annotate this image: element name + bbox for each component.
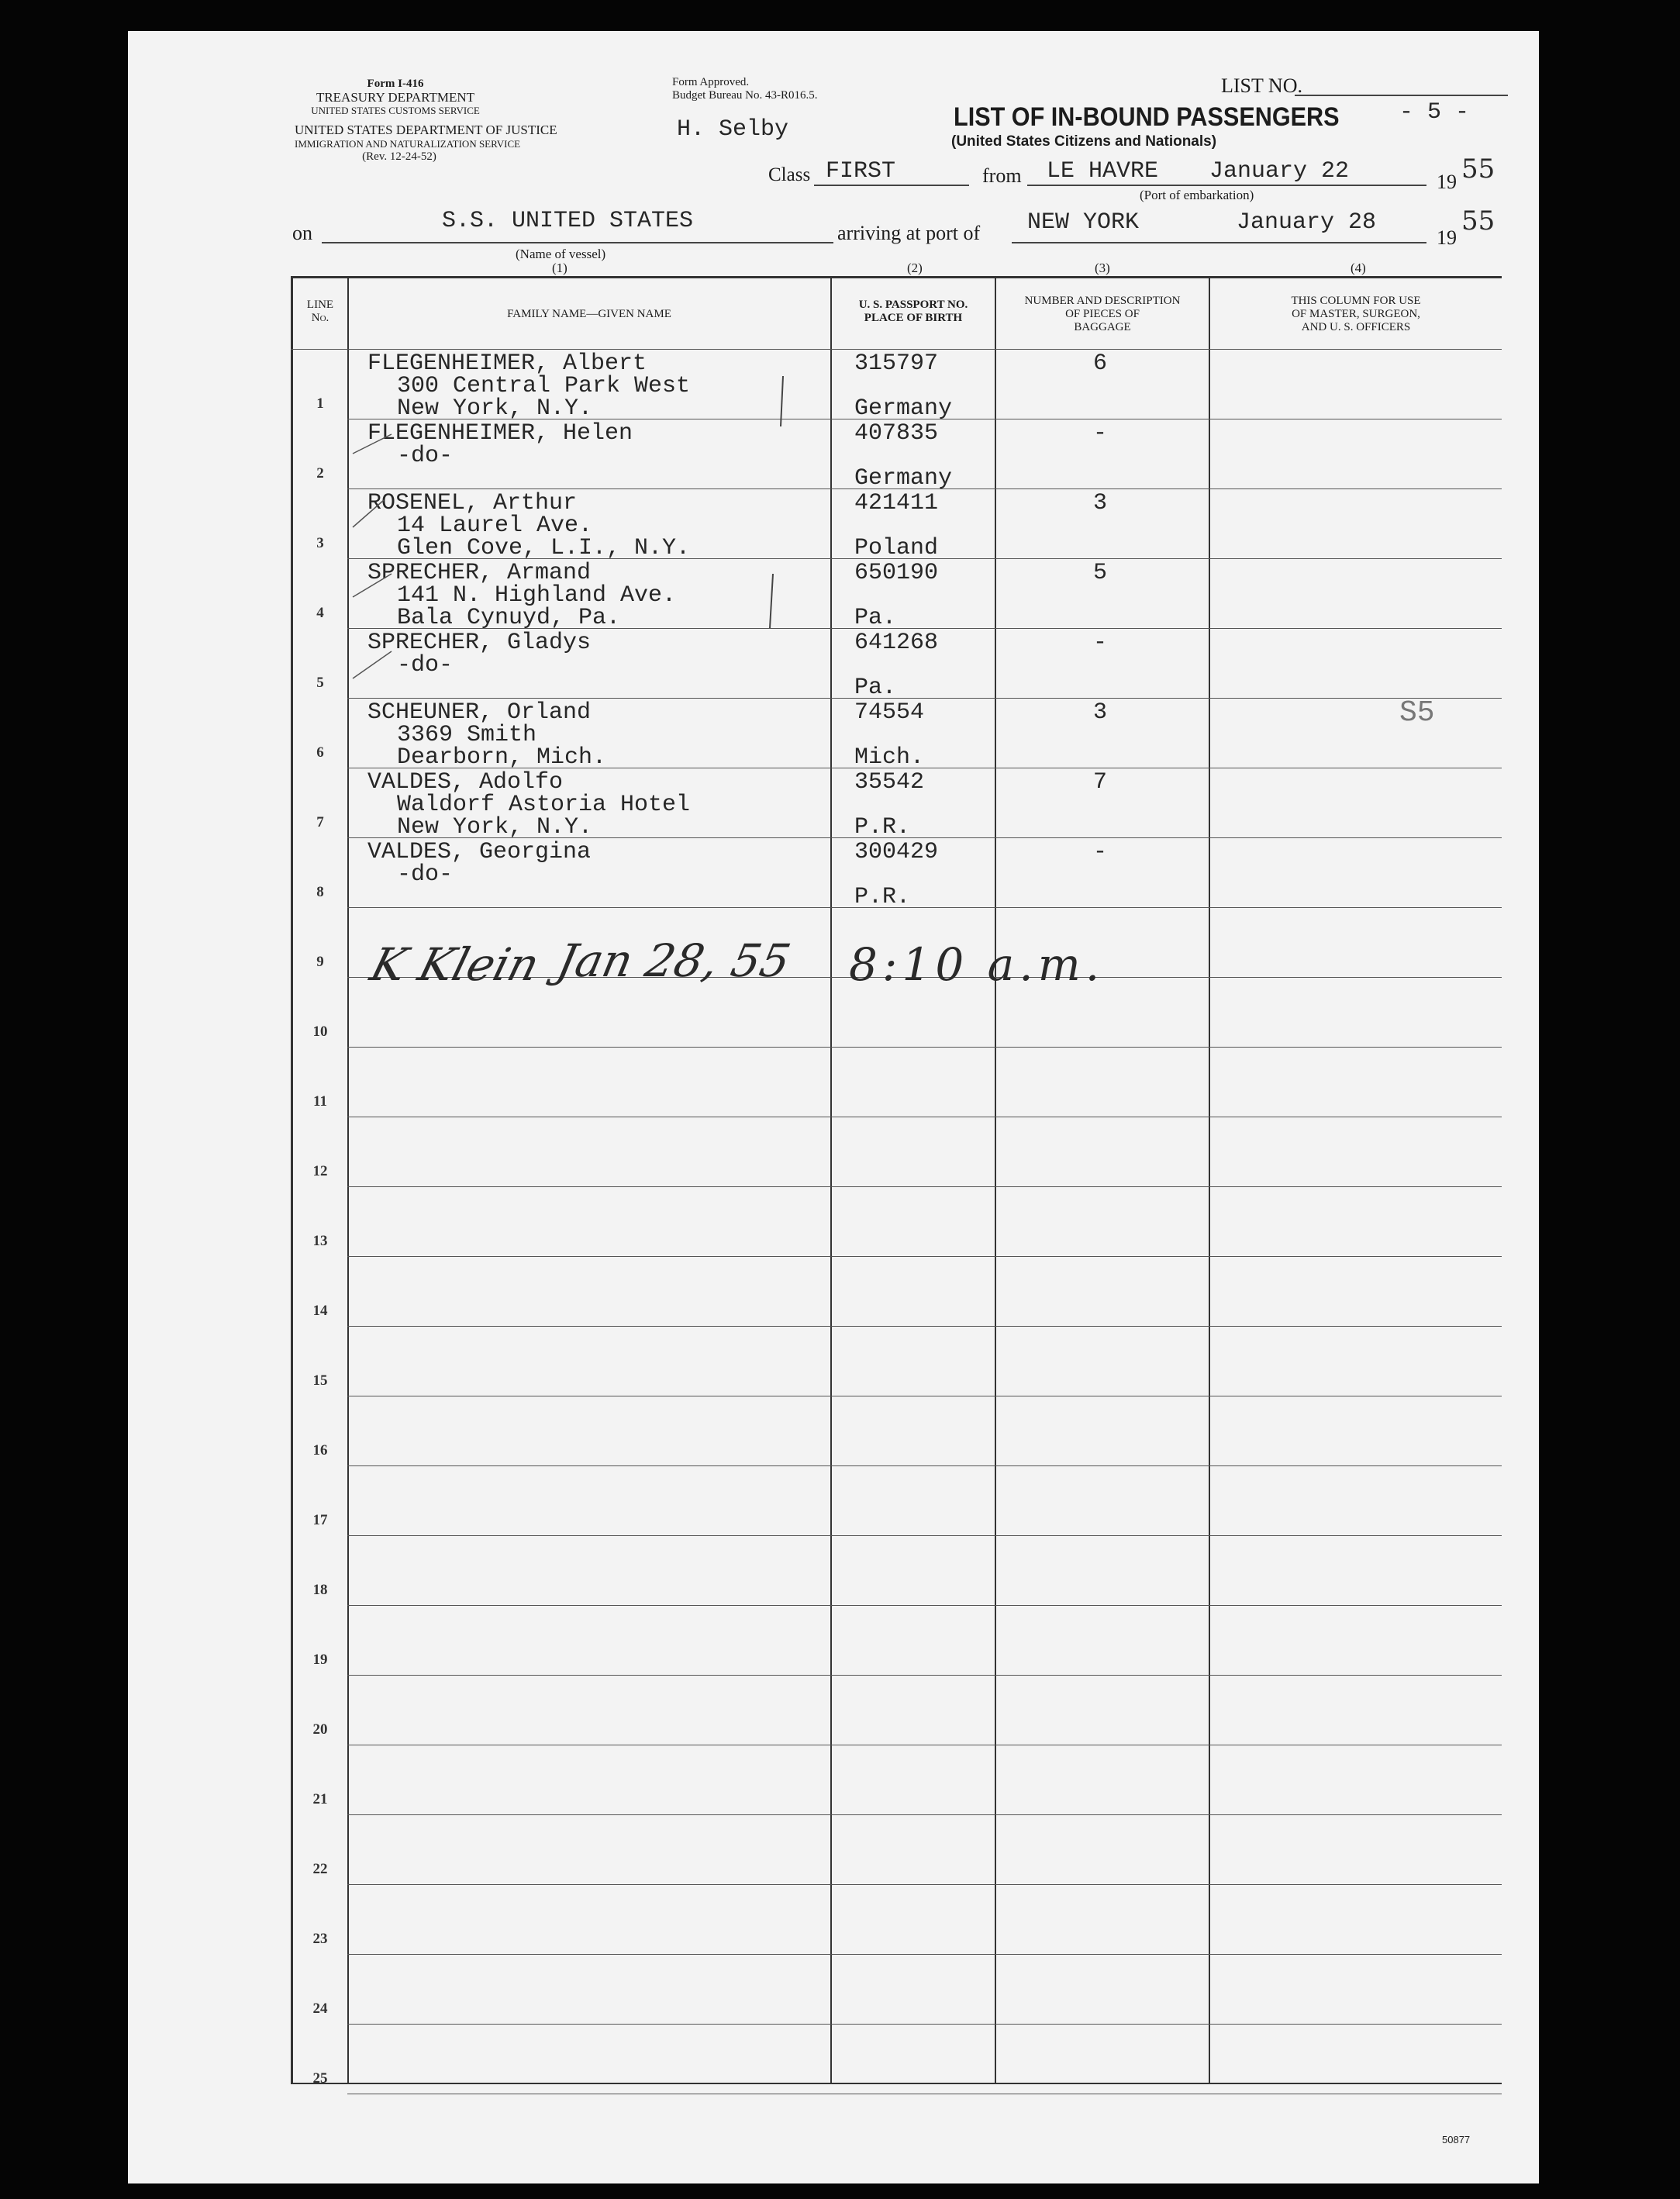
passenger-name: FLEGENHEIMER, Helen xyxy=(367,420,633,447)
passenger-address-1: Waldorf Astoria Hotel xyxy=(397,792,691,818)
line-number: 25 xyxy=(312,2070,328,2087)
arrival-port: NEW YORK xyxy=(1027,209,1140,236)
table-bottom-rule xyxy=(291,2083,1502,2084)
passenger-name: FLEGENHEIMER, Albert xyxy=(367,350,647,377)
ins-label: IMMIGRATION AND NATURALIZATION SERVICE xyxy=(295,138,521,150)
check-mark xyxy=(353,574,392,597)
passenger-name: VALDES, Adolfo xyxy=(367,769,564,796)
class-value: FIRST xyxy=(826,158,896,185)
baggage-count: 3 xyxy=(1093,699,1108,726)
line-number: 10 xyxy=(312,1024,328,1040)
col-header-passport-a: U. S. PASSPORT NO. xyxy=(858,299,968,311)
arrival-year: 55 xyxy=(1461,205,1495,236)
line-number: 5 xyxy=(316,675,324,691)
customs-label: UNITED STATES CUSTOMS SERVICE xyxy=(311,105,480,116)
row-rule xyxy=(347,1954,1502,1955)
row-rule xyxy=(347,1326,1502,1327)
passport-number: 641268 xyxy=(854,630,939,656)
col-number-3: (3) xyxy=(1095,261,1110,275)
approved-label: Form Approved. xyxy=(672,76,750,88)
check-mark-svg xyxy=(128,31,1539,729)
from-label: from xyxy=(982,164,1022,187)
passenger-address-1: -do- xyxy=(397,861,454,888)
col-header-passport-b: PLACE OF BIRTH xyxy=(864,312,963,324)
class-label: Class xyxy=(768,164,811,185)
passport-number: 74554 xyxy=(854,699,925,726)
col-header-line-a: LINE xyxy=(306,299,334,311)
passenger-address-2: Bala Cynuyd, Pa. xyxy=(397,605,621,631)
col-header-line-b: No. xyxy=(311,312,329,324)
typed-officer-name: H. Selby xyxy=(677,116,789,143)
treasury-label: TREASURY DEPARTMENT xyxy=(316,90,475,105)
passenger-address-2: Glen Cove, L.I., N.Y. xyxy=(397,535,691,561)
baggage-count: - xyxy=(1093,839,1108,865)
row-rule xyxy=(347,1186,1502,1187)
col-number-4: (4) xyxy=(1351,261,1366,275)
form-subtitle: (United States Citizens and Nationals) xyxy=(951,133,1217,150)
line-number: 8 xyxy=(316,884,324,900)
row-rule xyxy=(347,1535,1502,1536)
line-number: 6 xyxy=(316,744,324,761)
passenger-address-1: 141 N. Highland Ave. xyxy=(397,582,677,609)
row-rule xyxy=(347,2024,1502,2025)
row-rule xyxy=(347,1814,1502,1815)
passenger-address-2: Dearborn, Mich. xyxy=(397,744,607,771)
place-of-birth: P.R. xyxy=(854,884,911,910)
row-rule xyxy=(347,1256,1502,1257)
check-mark xyxy=(353,434,392,454)
budget-label: Budget Bureau No. 43-R016.5. xyxy=(672,89,818,102)
row-rule xyxy=(347,1884,1502,1885)
check-mark xyxy=(781,376,783,426)
year-prefix-2: 19 xyxy=(1437,226,1457,249)
passenger-address-2: New York, N.Y. xyxy=(397,814,593,841)
col-header-baggage-b: OF PIECES OF xyxy=(1065,308,1140,320)
check-mark xyxy=(353,651,392,678)
place-of-birth: Germany xyxy=(854,465,953,492)
line-number: 1 xyxy=(316,395,324,412)
line-number: 9 xyxy=(316,954,324,970)
line-number: 17 xyxy=(312,1512,328,1528)
row-rule xyxy=(347,1047,1502,1048)
col-header-baggage-c: BAGGAGE xyxy=(1074,321,1131,333)
place-of-birth: Germany xyxy=(854,395,953,422)
place-of-birth: Pa. xyxy=(854,675,897,701)
line-number: 20 xyxy=(312,1721,328,1738)
line-number: 24 xyxy=(312,2001,328,2017)
line-number: 22 xyxy=(312,1861,328,1877)
line-number: 7 xyxy=(316,814,324,830)
line-number: 19 xyxy=(312,1652,328,1668)
baggage-count: 7 xyxy=(1093,769,1108,796)
handwritten-date: Jan 28, 55 xyxy=(552,934,795,987)
line-number: 16 xyxy=(312,1442,328,1459)
line-number: 12 xyxy=(312,1163,328,1179)
line-number: 15 xyxy=(312,1372,328,1389)
list-no-label: LIST NO. xyxy=(1221,74,1302,97)
row-rule xyxy=(347,1465,1502,1466)
place-of-birth: Mich. xyxy=(854,744,925,771)
col-number-1: (1) xyxy=(552,261,567,275)
passport-number: 407835 xyxy=(854,420,939,447)
baggage-count: - xyxy=(1093,630,1108,656)
passenger-address-1: 14 Laurel Ave. xyxy=(397,513,593,539)
rev-label: (Rev. 12-24-52) xyxy=(362,150,436,163)
passport-number: 315797 xyxy=(854,350,939,377)
check-mark xyxy=(353,500,384,527)
passenger-name: SPRECHER, Armand xyxy=(367,560,592,586)
line-number: 23 xyxy=(312,1931,328,1947)
col-header-use-b: OF MASTER, SURGEON, xyxy=(1292,308,1420,320)
passenger-address-1: 300 Central Park West xyxy=(397,373,691,399)
list-no-value: - 5 - xyxy=(1399,99,1470,126)
baggage-count: 3 xyxy=(1093,490,1108,516)
baggage-count: 5 xyxy=(1093,560,1108,586)
embark-year: 55 xyxy=(1461,154,1495,185)
check-mark xyxy=(770,574,773,628)
passenger-name: SPRECHER, Gladys xyxy=(367,630,592,656)
passenger-name: SCHEUNER, Orland xyxy=(367,699,592,726)
passenger-address-1: -do- xyxy=(397,652,454,678)
form-title: LIST OF IN-BOUND PASSENGERS xyxy=(954,102,1340,132)
row-rule xyxy=(347,1675,1502,1676)
passenger-name: VALDES, Georgina xyxy=(367,839,592,865)
handwritten-signature: K Klein xyxy=(364,938,545,991)
line-number: 21 xyxy=(312,1791,328,1807)
place-of-birth: Pa. xyxy=(854,605,897,631)
col-header-name: FAMILY NAME—GIVEN NAME xyxy=(507,308,671,320)
passport-number: 35542 xyxy=(854,769,925,796)
form-code: 50877 xyxy=(1442,2134,1471,2145)
col-header-baggage-a: NUMBER AND DESCRIPTION xyxy=(1024,295,1181,307)
line-number: 2 xyxy=(316,465,324,482)
passenger-name: ROSENEL, Arthur xyxy=(367,490,578,516)
baggage-count: - xyxy=(1093,420,1108,447)
port-of-embarkation: LE HAVRE xyxy=(1047,158,1159,185)
col-header-use-a: THIS COLUMN FOR USE xyxy=(1291,295,1421,307)
arrival-date: January 28 xyxy=(1237,209,1377,236)
handwritten-time: 8:10 a.m. xyxy=(849,938,1105,991)
line-number: 11 xyxy=(313,1093,327,1110)
on-label: on xyxy=(292,222,312,244)
col-number-2: (2) xyxy=(907,261,923,275)
passenger-address-1: -do- xyxy=(397,443,454,469)
embarkation-date: January 22 xyxy=(1209,158,1350,185)
officer-mark: S5 xyxy=(1399,696,1435,730)
passport-number: 300429 xyxy=(854,839,939,865)
port-caption: (Port of embarkation) xyxy=(1140,188,1254,202)
form-page xyxy=(128,31,1539,2183)
row-rule xyxy=(347,1605,1502,1606)
baggage-count: 6 xyxy=(1093,350,1108,377)
vessel-caption: (Name of vessel) xyxy=(516,247,606,261)
passport-number: 421411 xyxy=(854,490,939,516)
line-number: 3 xyxy=(316,535,324,551)
arriving-label: arriving at port of xyxy=(837,222,981,244)
line-number: 18 xyxy=(312,1582,328,1598)
line-number: 4 xyxy=(316,605,324,621)
place-of-birth: P.R. xyxy=(854,814,911,841)
passenger-address-2: New York, N.Y. xyxy=(397,395,593,422)
col-header-use-c: AND U. S. OFFICERS xyxy=(1301,321,1411,333)
year-prefix-1: 19 xyxy=(1437,171,1457,193)
line-number: 14 xyxy=(312,1303,328,1319)
justice-label: UNITED STATES DEPARTMENT OF JUSTICE xyxy=(295,123,557,137)
place-of-birth: Poland xyxy=(854,535,939,561)
passport-number: 650190 xyxy=(854,560,939,586)
vessel-name: S.S. UNITED STATES xyxy=(442,208,694,234)
line-number: 13 xyxy=(312,1233,328,1249)
form-number: Form I-416 xyxy=(367,78,424,90)
passenger-address-1: 3369 Smith xyxy=(397,722,537,748)
row-rule xyxy=(347,907,1502,908)
